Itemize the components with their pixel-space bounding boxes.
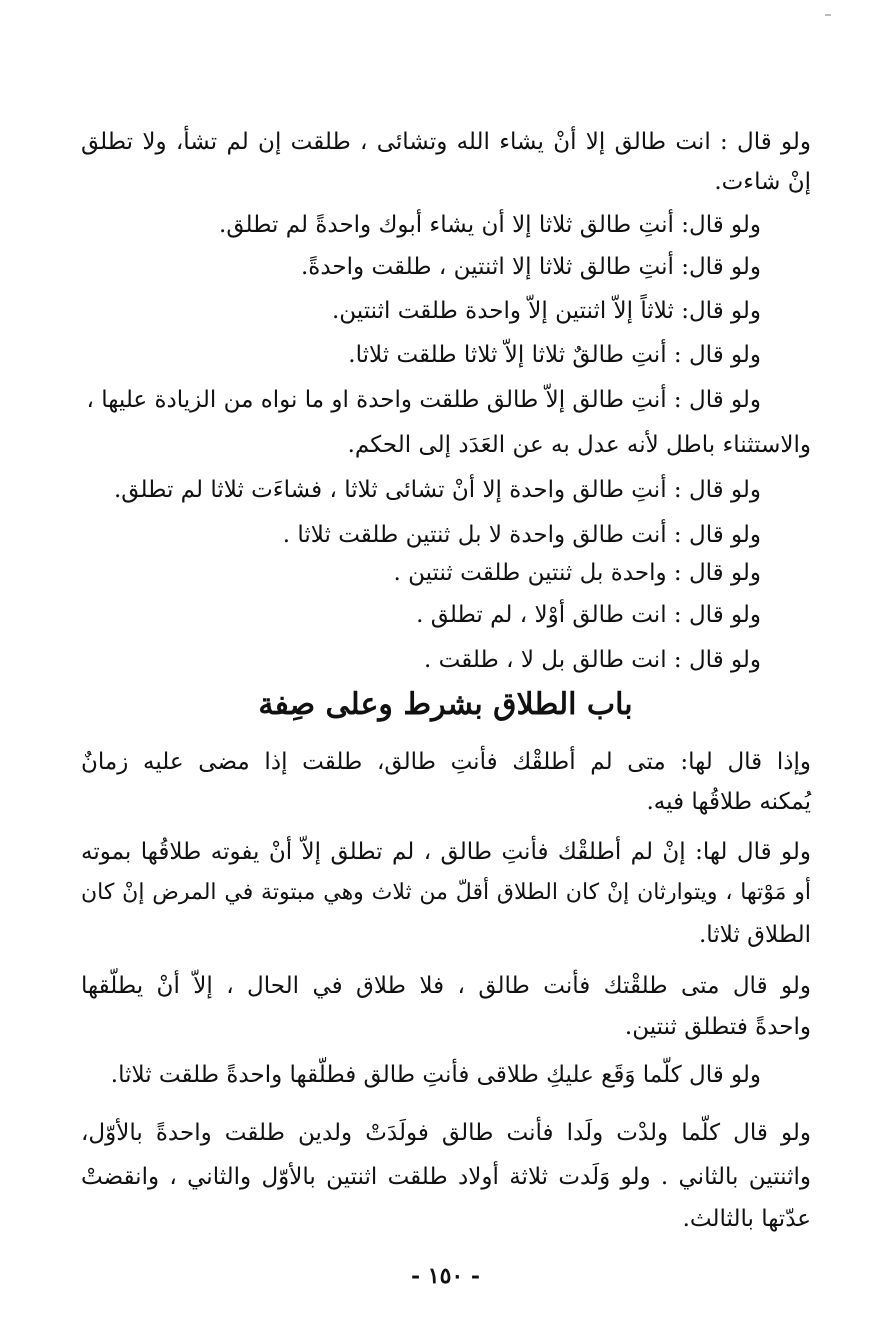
text-line: عدّتها بالثالث.	[682, 1206, 811, 1232]
text-line: والاستثناء باطل لأنه عدل به عن العَدَد إلى الحكم.	[347, 432, 811, 458]
text-line: ولو قال : واحدة بل ثنتين طلقت ثنتين .	[393, 560, 761, 586]
text-line: ولو قال : أنتِ طالق إلاّ طالق طلقت واحدة او ما نواه من الزيادة عليها ،	[86, 387, 761, 413]
text-line: ولو قال : أنت طالق واحدة لا بل ثنتين طلقت ثلاثا .	[282, 522, 761, 548]
text-line: ولو قال لها: إنْ لم أطلقْك فأنتِ طالق ، لم تطلق إلاّ أنْ يفوته طلاقُها بموته	[81, 839, 811, 865]
text-line: ولو قال: ثلاثاً إلاّ اثنتين إلاّ واحدة طلقت اثنتين.	[331, 298, 761, 324]
text-line: واثنتين بالثاني . ولو وَلَدت ثلاثة أولاد طلقت اثنتين بالأوّل والثاني ، وانقضتْ	[81, 1164, 811, 1190]
text-line: واحدةً فتطلق ثنتين.	[624, 1014, 811, 1040]
text-line: يُمكنه طلاقُها فيه.	[646, 789, 811, 815]
text-line: وإذا قال لها: متى لم أطلقْك فأنتِ طالق، طلقت إذا مضى عليه زمانٌ	[81, 749, 811, 775]
text-line: ولو قال متى طلقْتك فأنت طالق ، فلا طلاق في الحال ، إلاّ أنْ يطلّقها	[81, 973, 811, 999]
page-number: - ١٥٠ -	[410, 1263, 481, 1289]
text-line: ولو قال : أنتِ طالق واحدة إلا أنْ تشائى ثلاثا ، فشاءَت ثلاثا لم تطلق.	[114, 477, 761, 503]
text-line: ولو قال : أنتِ طالقٌ ثلاثا إلاّ ثلاثا طلقت ثلاثا.	[348, 342, 761, 368]
text-line: ولو قال : انت طالق إلا أنْ يشاء الله وتشائى ، طلقت إن لم تشأ، ولا تطلق	[81, 129, 811, 155]
text-line: ولو قال : انت طالق بل لا ، طلقت .	[424, 647, 761, 673]
text-line: ولو قال : انت طالق أوْلا ، لم تطلق .	[416, 602, 761, 628]
text-line: ولو قال كلّما وَقَع عليكِ طلاقى فأنتِ طالق فطلّقها واحدةً طلقت ثلاثا.	[110, 1062, 761, 1088]
corner-mark	[825, 14, 831, 16]
text-line: ولو قال: أنتِ طالق ثلاثا إلا أن يشاء أبوك واحدةً لم تطلق.	[219, 212, 761, 238]
text-line: الطلاق ثلاثا.	[699, 922, 811, 948]
section-heading: باب الطلاق بشرط وعلى صِفة	[258, 687, 633, 722]
text-line: ولو قال كلّما ولدْت ولَدا فأنت طالق فولَدَتْ ولدين طلقت واحدةً بالأوّل،	[81, 1120, 811, 1146]
text-line: ولو قال: أنتِ طالق ثلاثا إلا اثنتين ، طلقت واحدةً.	[300, 254, 761, 280]
text-line: إنْ شاءت.	[714, 169, 811, 195]
text-line: أو مَوْتها ، ويتوارثان إنْ كان الطلاق أقلّ من ثلاث وهي مبتوتة في المرض إنْ كان	[81, 880, 811, 905]
